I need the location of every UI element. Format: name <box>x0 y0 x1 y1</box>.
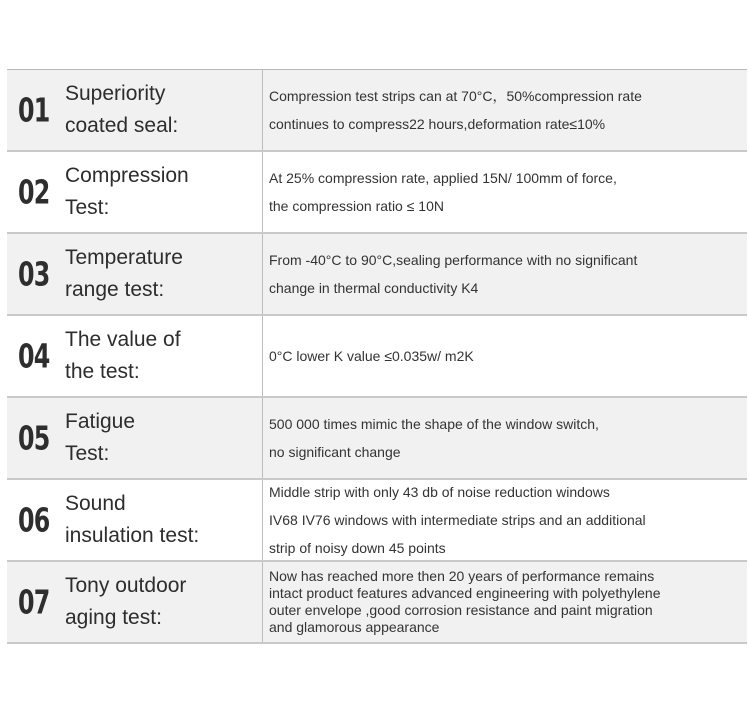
row-number: 02 <box>18 172 50 212</box>
row-title: Fatigue Test: <box>65 410 136 465</box>
row-description: At 25% compression rate, applied 15N/ 100mm of force, the compression ratio ≤ 10N <box>269 170 617 214</box>
row-title: Sound insulation test: <box>65 492 200 547</box>
row-label-cell <box>7 234 263 314</box>
row-label-cell <box>7 152 263 232</box>
row-description: 500 000 times mimic the shape of the window switch, no significant change <box>269 416 599 460</box>
row-number: 01 <box>18 90 50 130</box>
test-results-table <box>7 69 747 644</box>
table-row-02 <box>7 152 747 234</box>
row-number: 05 <box>18 418 50 458</box>
row-title: Superiority coated seal: <box>65 82 179 137</box>
row-title: Compression Test: <box>65 164 189 219</box>
table-row-05 <box>7 398 747 480</box>
row-number: 04 <box>18 336 50 376</box>
row-description: Compression test strips can at 70°C，50%compression rate continues to compress22 hours,deformation rate≤10% <box>269 88 642 132</box>
row-description: Middle strip with only 43 db of noise reduction windows IV68 IV76 windows with intermediate strips and an additional strip of noisy down 45 points <box>269 484 646 556</box>
row-label-cell <box>7 316 263 396</box>
row-description: From -40°C to 90°C,sealing performance with no significant change in thermal conductivity K4 <box>269 252 638 296</box>
table-row-06 <box>7 480 747 562</box>
row-title: Tony outdoor aging test: <box>65 574 187 629</box>
row-title: Temperature range test: <box>65 246 183 301</box>
row-label-cell <box>7 562 263 642</box>
row-description: Now has reached more then 20 years of performance remains intact product features advanced engineering with polyethylene outer envelope ,good corrosion resistance and paint migration and glamorous appearance <box>269 568 661 635</box>
table-row-03 <box>7 234 747 316</box>
table-row-01 <box>7 70 747 152</box>
row-label-cell <box>7 398 263 478</box>
row-number: 06 <box>18 500 50 540</box>
row-description: 0°C lower K value ≤0.035w/ m2K <box>269 348 474 364</box>
table-row-07 <box>7 562 747 644</box>
table-row-04 <box>7 316 747 398</box>
row-label-cell <box>7 70 263 150</box>
row-label-cell <box>7 480 263 560</box>
row-number: 03 <box>18 254 50 294</box>
row-number: 07 <box>18 582 50 622</box>
row-title: The value of the test: <box>65 328 181 383</box>
